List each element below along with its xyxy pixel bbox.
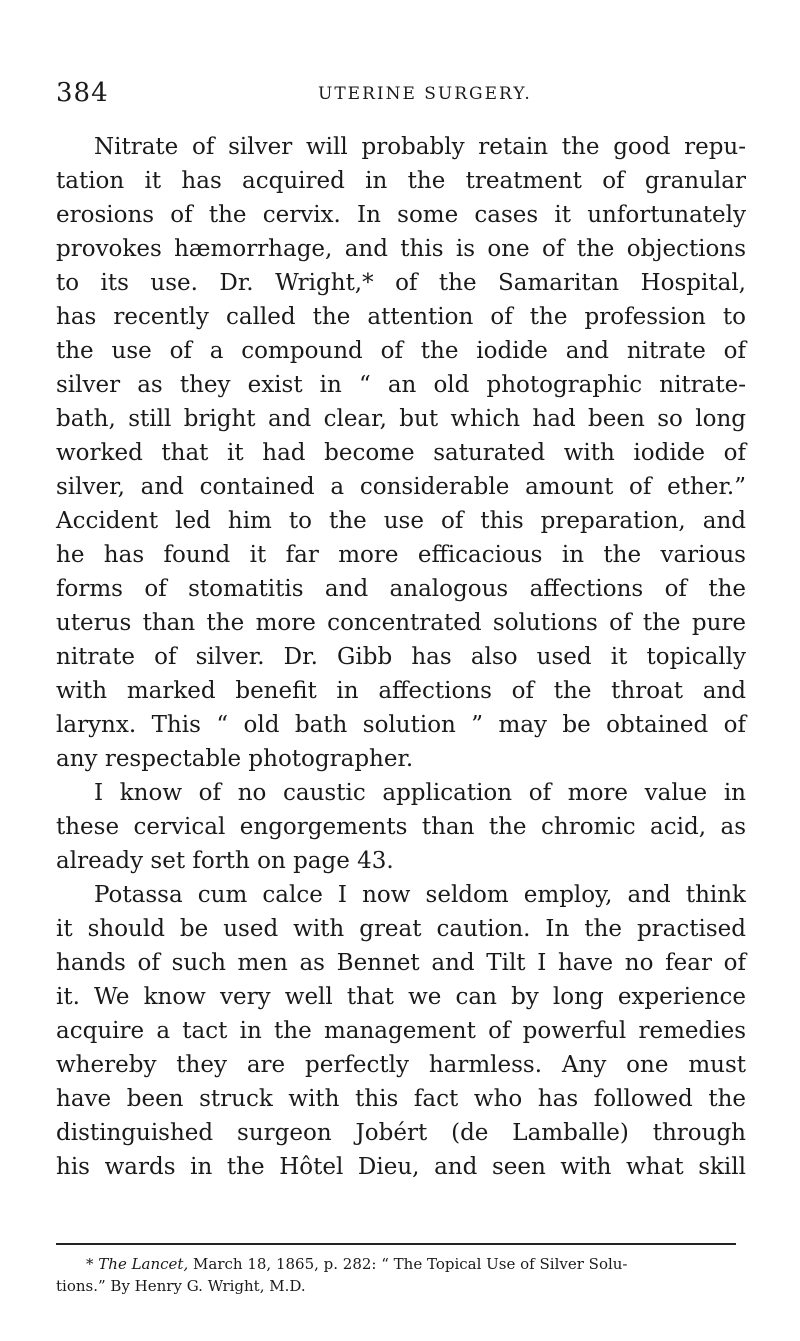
running-title: UTERINE SURGERY. <box>318 84 532 104</box>
footnote-source: The Lancet, <box>98 1255 189 1273</box>
text-line: bath, still bright and clear, but which had been so long <box>56 406 746 432</box>
text-line: erosions of the cervix. In some cases it unfortunately <box>56 202 746 228</box>
text-line: silver as they exist in “ an old photographic nitrate- <box>56 372 746 398</box>
text-line: I know of no caustic application of more value in <box>94 780 746 806</box>
text-line: forms of stomatitis and analogous affections of the <box>56 576 746 602</box>
footnote-line: tions.” By Henry G. Wright, M.D. <box>56 1277 306 1295</box>
text-line: with marked benefit in affections of the throat and <box>56 678 746 704</box>
text-line: have been struck with this fact who has followed the <box>56 1086 746 1112</box>
text-line: has recently called the attention of the profession to <box>56 304 746 330</box>
text-line: any respectable photographer. <box>56 746 414 772</box>
body-text <box>56 130 746 1184</box>
footnote <box>56 1253 746 1297</box>
text-line: the use of a compound of the iodide and nitrate of <box>56 338 746 364</box>
text-line: he has found it far more efficacious in the various <box>56 542 746 568</box>
text-line: hands of such men as Bennet and Tilt I have no fear of <box>56 950 746 976</box>
footnote-divider <box>56 1243 736 1245</box>
text-line: distinguished surgeon Jobért (de Lamballe) through <box>56 1120 746 1146</box>
page-number: 384 <box>56 78 109 108</box>
text-line: Accident led him to the use of this preparation, and <box>56 508 746 534</box>
footnote-citation: March 18, 1865, p. 282: “ The Topical Use of Silver Solu- <box>193 1255 628 1273</box>
text-line: acquire a tact in the management of powerful remedies <box>56 1018 746 1044</box>
text-line: provokes hæmorrhage, and this is one of the objections <box>56 236 746 262</box>
text-line: it. We know very well that we can by long experience <box>56 984 746 1010</box>
text-line: Potassa cum calce I now seldom employ, and think <box>94 882 746 908</box>
footnote-marker: * <box>86 1255 94 1273</box>
text-line: his wards in the Hôtel Dieu, and seen with what skill <box>56 1154 746 1180</box>
text-line: it should be used with great caution. In the practised <box>56 916 746 942</box>
text-line: silver, and contained a considerable amount of ether.” <box>56 474 746 500</box>
text-line: nitrate of silver. Dr. Gibb has also used it topically <box>56 644 746 670</box>
text-line: already set forth on page 43. <box>56 848 394 874</box>
text-line: these cervical engorgements than the chromic acid, as <box>56 814 746 840</box>
text-line: uterus than the more concentrated solutions of the pure <box>56 610 746 636</box>
text-line: to its use. Dr. Wright,* of the Samaritan Hospital, <box>56 270 746 296</box>
text-line: tation it has acquired in the treatment of granular <box>56 168 746 194</box>
footnote-line <box>56 1253 746 1275</box>
text-line: larynx. This “ old bath solution ” may be obtained of <box>56 712 746 738</box>
running-head <box>56 78 746 112</box>
text-line: worked that it had become saturated with iodide of <box>56 440 746 466</box>
text-line: Nitrate of silver will probably retain the good repu- <box>94 134 746 160</box>
text-line: whereby they are perfectly harmless. Any one must <box>56 1052 746 1078</box>
